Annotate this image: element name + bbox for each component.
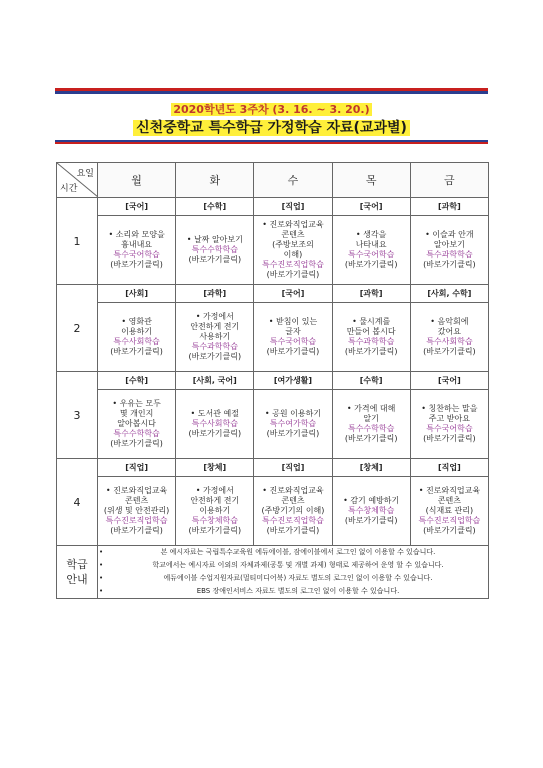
activity-text: 콘텐츠 bbox=[281, 230, 305, 239]
class-info-row bbox=[57, 546, 489, 599]
activity-text: 안전하게 전기 bbox=[190, 322, 240, 331]
shortcut-link[interactable]: (바로가기클릭) bbox=[344, 516, 398, 525]
study-link[interactable]: 특수국어학습 bbox=[113, 250, 160, 259]
page-title: 신천중학교 특수학급 가정학습 자료(교과별) bbox=[0, 117, 543, 137]
activity-text: 만들어 봅시다 bbox=[346, 327, 396, 336]
activity-text: 알아봅시다 bbox=[117, 419, 156, 428]
subject-cell: [사회, 수학] bbox=[410, 285, 488, 303]
activity-cell bbox=[98, 303, 176, 372]
activity-cell bbox=[332, 303, 410, 372]
corner-time-label: 시간 bbox=[60, 184, 78, 194]
period-number: 3 bbox=[57, 372, 98, 459]
subject-cell: [직업] bbox=[98, 459, 176, 477]
activity-text: 알기 bbox=[363, 414, 379, 423]
activity-cell bbox=[254, 390, 332, 459]
study-link[interactable]: 특수사회학습 bbox=[426, 337, 473, 346]
activity-cell bbox=[410, 216, 488, 285]
study-link[interactable]: 특수창체학습 bbox=[191, 516, 238, 525]
subject-cell: [수학] bbox=[332, 372, 410, 390]
note-item: • 에듀에이블 수업지원자료(멀티미디어북) 자료도 별도의 로그인 없이 이용할 수 있습니다. bbox=[108, 572, 488, 585]
activity-text: 안전하게 전기 bbox=[190, 496, 240, 505]
activity-text: 나타내요 bbox=[355, 240, 387, 249]
subject-cell: [창체] bbox=[176, 459, 254, 477]
schedule-body bbox=[57, 163, 489, 599]
subject-cell: [국어] bbox=[410, 372, 488, 390]
subject-row bbox=[57, 372, 489, 390]
subject-cell: [국어] bbox=[332, 198, 410, 216]
activity-text: • 날짜 알아보기 bbox=[186, 235, 243, 244]
activity-row bbox=[57, 216, 489, 285]
activity-row bbox=[57, 477, 489, 546]
notes-list bbox=[98, 546, 488, 598]
study-link[interactable]: 특수사회학습 bbox=[191, 419, 238, 428]
study-link[interactable]: 특수수학학습 bbox=[347, 424, 395, 433]
class-info-label-line: 안내 bbox=[66, 573, 88, 586]
subject-cell: [과학] bbox=[410, 198, 488, 216]
activity-text: 주고 받아요 bbox=[428, 414, 470, 423]
study-link[interactable]: 특수진로직업학습 bbox=[418, 516, 481, 525]
activity-text: • 진로와직업교육 bbox=[418, 486, 481, 495]
activity-text: 이용하기 bbox=[121, 327, 153, 336]
subject-cell: [국어] bbox=[98, 198, 176, 216]
activity-text: • 도서관 예절 bbox=[190, 409, 239, 418]
shortcut-link[interactable]: (바로가기클릭) bbox=[188, 429, 242, 438]
activity-cell bbox=[410, 390, 488, 459]
activity-text: • 우유는 모두 bbox=[112, 399, 161, 408]
week-subtitle: 2020학년도 3주차 (3. 16. ~ 3. 20.) bbox=[173, 103, 370, 116]
study-link[interactable]: 특수창체학습 bbox=[347, 506, 395, 515]
study-link[interactable]: 특수사회학습 bbox=[113, 337, 160, 346]
subject-cell: [과학] bbox=[332, 285, 410, 303]
day-header: 화 bbox=[176, 163, 254, 198]
activity-text: • 진로와직업교육 bbox=[262, 220, 324, 229]
activity-text: (위생 및 안전관리) bbox=[103, 506, 170, 515]
class-info-label bbox=[57, 546, 98, 599]
study-link[interactable]: 특수과학학습 bbox=[347, 337, 395, 346]
activity-text: • 가정에서 bbox=[195, 486, 234, 495]
activity-text: 몇 개인지 bbox=[119, 409, 154, 418]
shortcut-link[interactable]: (바로가기클릭) bbox=[423, 347, 476, 356]
day-header: 금 bbox=[410, 163, 488, 198]
subject-cell: [창체] bbox=[332, 459, 410, 477]
shortcut-link[interactable]: (바로가기클릭) bbox=[344, 434, 398, 443]
day-header: 월 bbox=[98, 163, 176, 198]
activity-text: • 생각을 bbox=[355, 230, 387, 239]
study-link[interactable]: 특수과학학습 bbox=[191, 342, 238, 351]
subject-cell: [직업] bbox=[254, 459, 332, 477]
subject-row bbox=[57, 198, 489, 216]
activity-cell bbox=[332, 477, 410, 546]
activity-text: (식재료 관리) bbox=[425, 506, 474, 515]
day-header-row bbox=[57, 163, 489, 198]
activity-text: 사용하기 bbox=[199, 332, 231, 341]
activity-text: • 영화관 bbox=[121, 317, 152, 326]
note-item: • 학교에서는 예시자료 이외의 자체과제(공통 및 개별 과제) 형태로 제공하여 운영 할 수 있습니다. bbox=[108, 559, 488, 572]
activity-text: (주방기기의 이해) bbox=[261, 506, 325, 515]
activity-text: 이해) bbox=[283, 250, 303, 259]
study-link[interactable]: 특수진로직업학습 bbox=[262, 260, 324, 269]
subject-cell: [국어] bbox=[254, 285, 332, 303]
activity-cell bbox=[98, 390, 176, 459]
subject-cell: [직업] bbox=[254, 198, 332, 216]
header-top-bar bbox=[55, 88, 488, 94]
activity-text: • 감기 예방하기 bbox=[343, 496, 400, 505]
subject-cell: [여가생활] bbox=[254, 372, 332, 390]
activity-cell bbox=[254, 477, 332, 546]
subject-cell: [수학] bbox=[176, 198, 254, 216]
shortcut-link[interactable]: (바로가기클릭) bbox=[344, 260, 398, 269]
subject-row bbox=[57, 459, 489, 477]
subject-row bbox=[57, 285, 489, 303]
activity-text: • 진로와직업교육 bbox=[105, 486, 168, 495]
period-number: 4 bbox=[57, 459, 98, 546]
period-number: 1 bbox=[57, 198, 98, 285]
activity-row bbox=[57, 303, 489, 372]
study-link[interactable]: 특수진로직업학습 bbox=[262, 516, 324, 525]
shortcut-link[interactable]: (바로가기클릭) bbox=[266, 270, 320, 279]
subject-cell: [사회, 국어] bbox=[176, 372, 254, 390]
activity-row bbox=[57, 390, 489, 459]
header-bottom-bar bbox=[55, 140, 488, 144]
activity-text: 흉내내요 bbox=[121, 240, 153, 249]
activity-cell bbox=[176, 390, 254, 459]
day-header: 목 bbox=[332, 163, 410, 198]
study-link[interactable]: 특수국어학습 bbox=[269, 337, 317, 346]
activity-cell bbox=[410, 303, 488, 372]
study-link[interactable]: 특수국어학습 bbox=[426, 424, 473, 433]
class-info-label-line: 학급 bbox=[66, 558, 88, 571]
activity-text: (주방보조의 bbox=[272, 240, 314, 249]
activity-text: • 받침이 있는 bbox=[268, 317, 318, 326]
activity-cell bbox=[176, 216, 254, 285]
shortcut-link[interactable]: (바로가기클릭) bbox=[188, 255, 242, 264]
activity-text: • 이슬과 안개 bbox=[425, 230, 474, 239]
activity-text: • 칭찬하는 말을 bbox=[421, 404, 478, 413]
shortcut-link[interactable]: (바로가기클릭) bbox=[110, 260, 163, 269]
shortcut-link[interactable]: (바로가기클릭) bbox=[423, 434, 476, 443]
day-header: 수 bbox=[254, 163, 332, 198]
activity-text: 알아보기 bbox=[433, 240, 465, 249]
activity-cell bbox=[332, 390, 410, 459]
activity-cell bbox=[254, 303, 332, 372]
activity-cell bbox=[176, 477, 254, 546]
shortcut-link[interactable]: (바로가기클릭) bbox=[423, 260, 476, 269]
activity-cell bbox=[332, 216, 410, 285]
subject-cell: [직업] bbox=[410, 459, 488, 477]
shortcut-link[interactable]: (바로가기클릭) bbox=[110, 439, 163, 448]
corner-cell bbox=[57, 163, 98, 198]
activity-text: 콘텐츠 bbox=[437, 496, 461, 505]
activity-text: 글자 bbox=[285, 327, 301, 336]
activity-text: 콘텐츠 bbox=[125, 496, 149, 505]
shortcut-link[interactable]: (바로가기클릭) bbox=[188, 352, 242, 361]
activity-text: • 공원 이용하기 bbox=[264, 409, 322, 418]
activity-text: 이용하기 bbox=[199, 506, 231, 515]
subject-cell: [사회] bbox=[98, 285, 176, 303]
activity-text: • 소리와 모양을 bbox=[108, 230, 165, 239]
corner-day-label: 요일 bbox=[76, 169, 94, 179]
shortcut-link[interactable]: (바로가기클릭) bbox=[423, 526, 476, 535]
study-link[interactable]: 특수여가학습 bbox=[269, 419, 317, 428]
activity-text: • 음악회에 bbox=[430, 317, 469, 326]
shortcut-link[interactable]: (바로가기클릭) bbox=[266, 526, 320, 535]
activity-text: • 물시계를 bbox=[352, 317, 391, 326]
subject-cell: [과학] bbox=[176, 285, 254, 303]
activity-cell bbox=[98, 477, 176, 546]
note-item: • 본 예시자료는 국립특수교육원 에듀에이블, 잠에이블에서 로그인 없이 이용할 수 있습니다. bbox=[108, 546, 488, 559]
activity-cell bbox=[98, 216, 176, 285]
note-item: • EBS 장애인서비스 자료도 별도의 로그인 없이 이용할 수 있습니다. bbox=[108, 585, 488, 598]
shortcut-link[interactable]: (바로가기클릭) bbox=[110, 526, 163, 535]
activity-cell bbox=[176, 303, 254, 372]
activity-cell bbox=[254, 216, 332, 285]
activity-text: • 가격에 대해 bbox=[346, 404, 396, 413]
activity-cell bbox=[410, 477, 488, 546]
schedule-table bbox=[56, 162, 489, 599]
class-info-notes bbox=[98, 546, 489, 599]
study-link[interactable]: 특수수학학습 bbox=[191, 245, 238, 254]
shortcut-link[interactable]: (바로가기클릭) bbox=[110, 347, 163, 356]
period-number: 2 bbox=[57, 285, 98, 372]
activity-text: 콘텐츠 bbox=[281, 496, 305, 505]
study-link[interactable]: 특수국어학습 bbox=[347, 250, 395, 259]
shortcut-link[interactable]: (바로가기클릭) bbox=[266, 347, 320, 356]
study-link[interactable]: 특수진로직업학습 bbox=[105, 516, 168, 525]
activity-text: • 진로와직업교육 bbox=[262, 486, 324, 495]
activity-text: 갔어요 bbox=[437, 327, 461, 336]
shortcut-link[interactable]: (바로가기클릭) bbox=[344, 347, 398, 356]
shortcut-link[interactable]: (바로가기클릭) bbox=[266, 429, 320, 438]
study-link[interactable]: 특수과학학습 bbox=[426, 250, 473, 259]
study-link[interactable]: 특수수학학습 bbox=[113, 429, 160, 438]
shortcut-link[interactable]: (바로가기클릭) bbox=[188, 526, 242, 535]
activity-text: • 가정에서 bbox=[195, 312, 234, 321]
subject-cell: [수학] bbox=[98, 372, 176, 390]
